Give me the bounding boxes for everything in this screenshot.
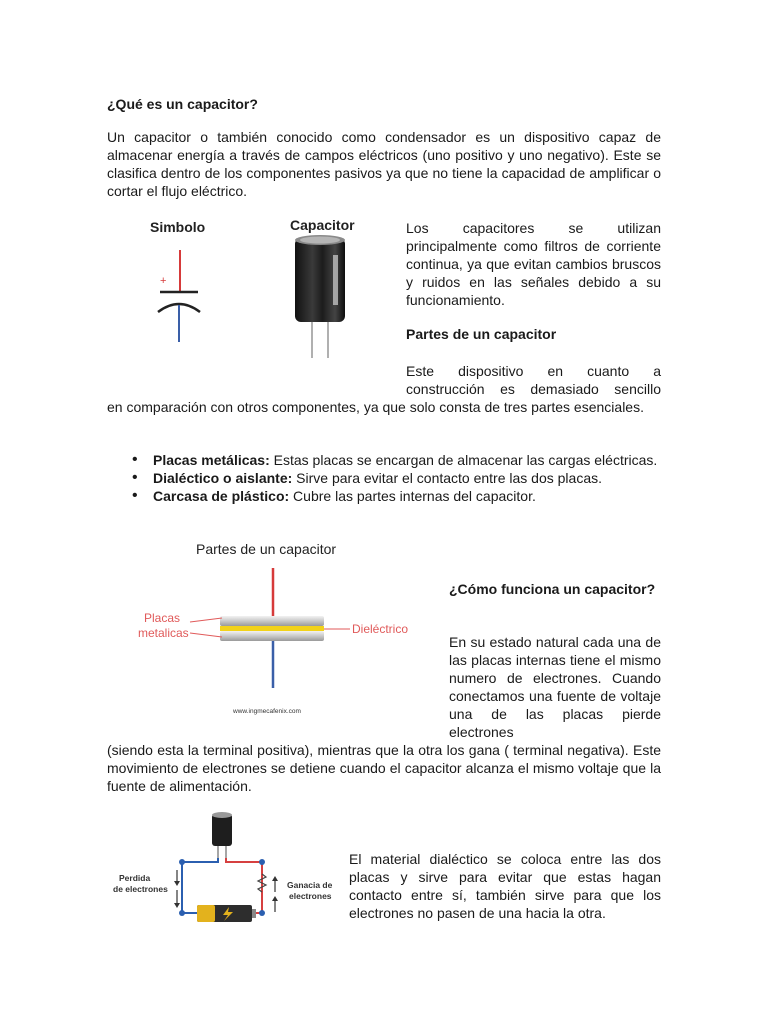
electron-gain-label-2: electrones: [289, 891, 332, 901]
plates-label-2: metalicas: [138, 626, 189, 640]
electron-loss-label-1: Perdida: [119, 873, 151, 883]
part-desc: Estas placas se encargan de almacenar las cargas eléctricas.: [269, 452, 658, 468]
plates-label-1: Placas: [144, 611, 181, 625]
how-it-works-heading: ¿Cómo funciona un capacitor?: [449, 581, 656, 597]
symbol-label: Simbolo: [150, 219, 206, 235]
capacitor-icon: [212, 812, 232, 858]
part-term: Carcasa de plástico:: [153, 488, 290, 504]
dielectric-note-paragraph: El material dialéctico se coloca entre las dos placas y sirve para evitar que estas hagan contacto entre sí, también sirve para que los electrones no pasen de una hacia la otra.: [349, 851, 661, 921]
bottom-plate: [220, 631, 324, 641]
parts-intro-line3: en comparación con otros componentes, ya que solo consta de tres partes esenciales.: [107, 399, 644, 415]
dielectric-layer: [220, 626, 324, 631]
capacitor-label: Capacitor: [290, 217, 355, 233]
battery-icon: [197, 905, 256, 922]
dielectric-label: Dieléctrico: [352, 622, 409, 636]
how-it-works-paragraph-start: En su estado natural cada una de las placas internas tiene el mismo numero de electrones. Cuando conectamos una fuente de voltaje una de las placas pierde electrones: [449, 634, 661, 740]
figure-symbol-capacitor: [130, 210, 390, 370]
parts-intro-line2: construcción es demasiado sencillo: [406, 381, 661, 397]
top-plate: [220, 616, 324, 626]
parts-figure-title: Partes de un capacitor: [196, 541, 337, 557]
list-item: [130, 469, 661, 487]
figure-capacitor-parts: [118, 538, 428, 723]
website-label: www.ingmecafenix.com: [233, 708, 301, 715]
part-term: Placas metálicas:: [153, 452, 270, 468]
part-desc: Sirve para evitar el contacto entre las dos placas.: [292, 470, 602, 486]
intro-paragraph: Un capacitor o también conocido como condensador es un dispositivo capaz de almacenar energía a través de campos eléctricos (uno positivo y uno negativo). Este se clasifica dentro de los componentes pasivos ya que no tiene la capacidad de amplificar o cortar el flujo eléctrico.: [107, 129, 661, 199]
page-title: ¿Qué es un capacitor?: [107, 96, 258, 112]
electron-loss-label-2: de electrones: [113, 884, 168, 894]
capacitor-symbol-icon: [158, 250, 200, 342]
figure-circuit: [107, 808, 342, 933]
list-item: [130, 487, 661, 505]
uses-paragraph: Los capacitores se utilizan principalmente como filtros de corriente continua, ya que evitan cambios bruscos y ruidos en las señales debido a su funcionamiento.: [406, 220, 661, 308]
parts-intro-line1: Este dispositivo en cuanto a: [406, 363, 661, 379]
parts-list: [130, 451, 661, 505]
electron-gain-label-1: Ganacia de: [287, 880, 333, 890]
parts-heading: Partes de un capacitor: [406, 326, 557, 342]
how-it-works-paragraph-end: (siendo esta la terminal positiva), mientras que la otra los gana ( terminal negativa). Este movimiento de electrones se detiene cuando el capacitor alcanza el mismo voltaje que la fuente de alimentación.: [107, 742, 661, 794]
list-item: [130, 451, 661, 469]
plus-sign: +: [160, 275, 167, 287]
part-desc: Cubre las partes internas del capacitor.: [289, 488, 536, 504]
part-term: Dialéctico o aislante:: [153, 470, 293, 486]
electrolytic-capacitor-icon: [295, 235, 345, 358]
